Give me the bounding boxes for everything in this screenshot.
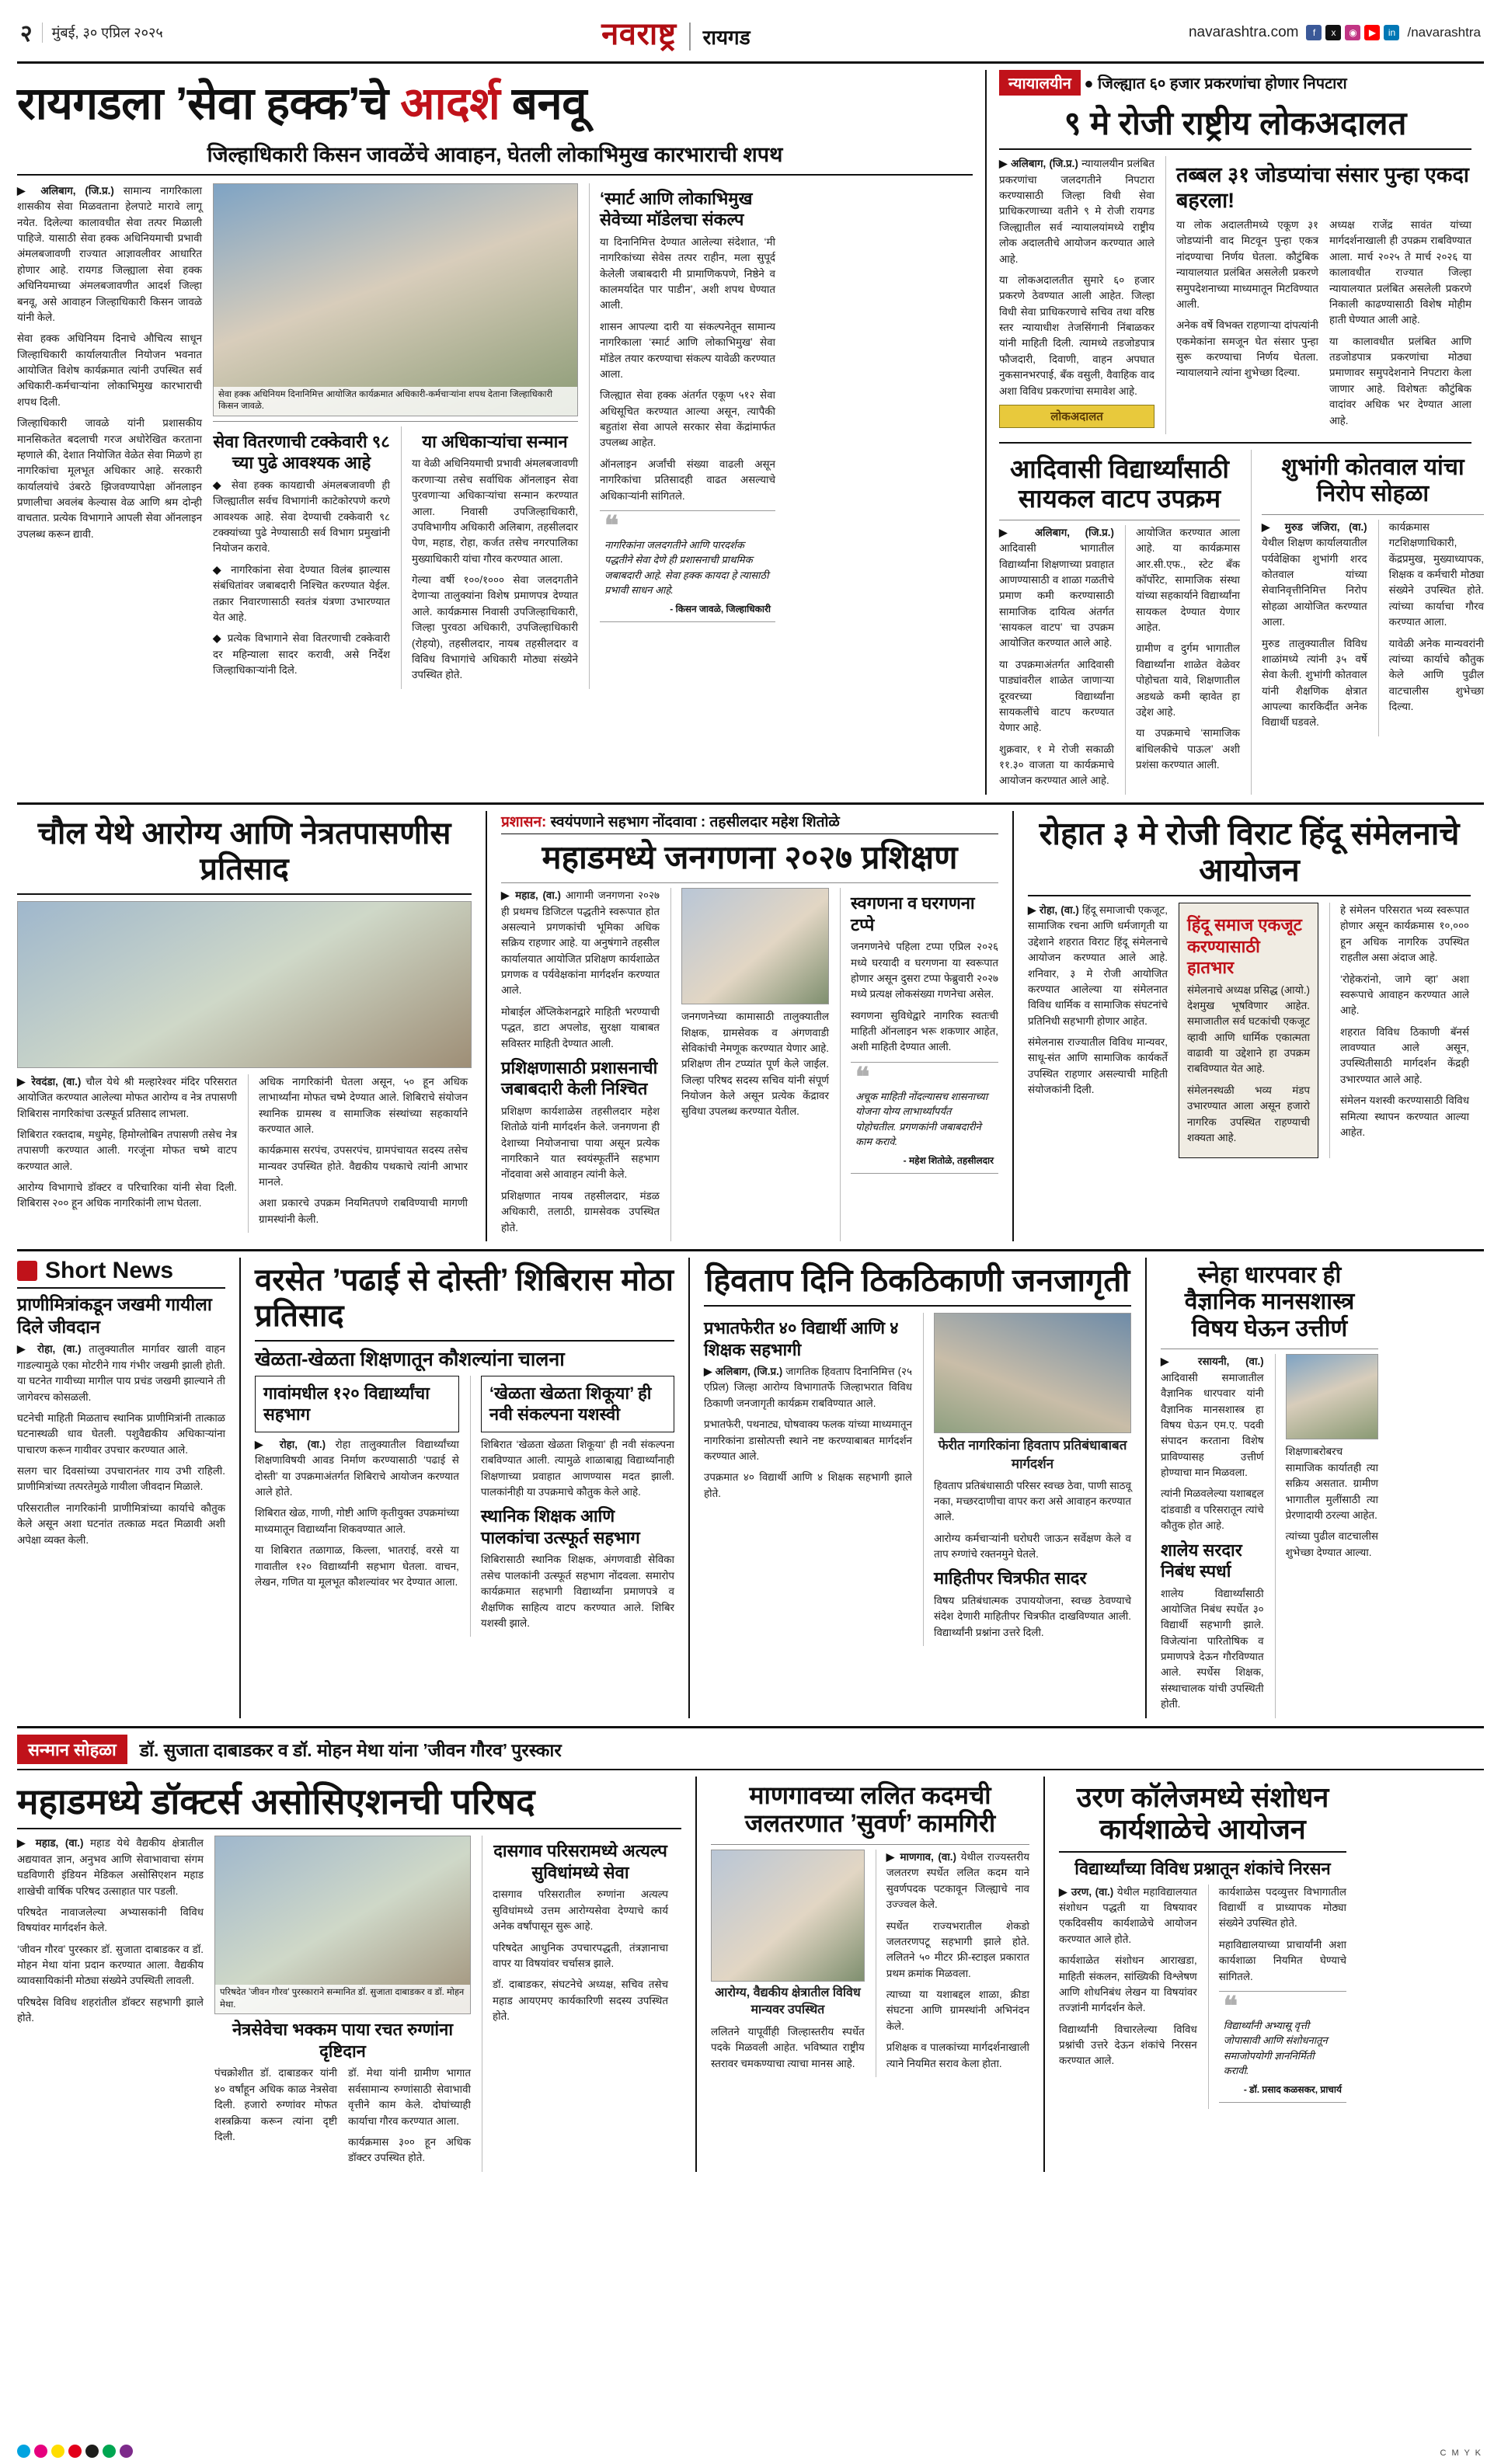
instagram-icon[interactable]: ◉ [1345,25,1360,40]
lead-para-1: ▶ अलिबाग, (जि.प्र.) सामान्य नागरिकाला शासकीय सेवा मिळवताना हेलपाटे मारावे लागू नयेत. दिलेल्या कालावधीत सेवा तत्पर मिळाली पाहिजे. यासाठी सेवा हक्क अधिनियमाची प्रभावी अंमलबजावणी राज्यात आज्ञावलीवर आधारित होणार आहे. रायगड जिल्ह्याला सेवा हक्क अधिनियमाच्या अंमलबजावणीत आदर्श जिल्हा बनवू, असे आवाहन जिल्हाधिकारी किसन जावळे यांनी केले. [17,184,202,323]
short-news-item-title: प्राणीमित्रांकडून जखमी गायीला दिले जीवदान [17,1293,212,1337]
census-p2: मोबाईल अ‍ॅप्लिकेशनद्वारे माहिती भरण्याची पद्धत, डाटा अपलोड, सुरक्षा याबाबत सविस्तर माहिती देण्यात आली. [501,1005,660,1049]
hindu-r3: शहरात विविध ठिकाणी बॅनर्स लावण्यात आले असून, उपस्थितीसाठी मार्गदर्शन केंद्रही उभारण्यात आले आहे. [1340,1025,1469,1085]
hindu-p1: ▶ रोहा, (वा.) हिंदू समाजाची एकजूट, सामाजिक रचना आणि धर्मजागृती या उद्देशाने शहरात विराट हिंदू संमेलनाचे आयोजन करण्यात आले आहे. शनिवार, ३ मे रोजी आयोजित करण्यात आलेल्या या संमेलनात विविध धार्मिक व सामाजिक संघटनांचे प्रतिनिधी सहभागी होणार आहेत. [1028,904,1168,1027]
brand-title: नवराष्ट्र [601,17,677,51]
lalit-col-2 [876,1850,1029,2077]
dharapwar-photo [1286,1354,1378,1439]
dharapwar-col-1 [1161,1354,1264,1717]
dosti-box-2 [481,1376,674,1432]
honor-photo-caption: परिषदेत ’जीवन गौरव’ पुरस्काराने सन्मानित डॉ. सुजाता दाबाडकर व डॉ. मोहन मेथा. [215,1985,470,2013]
lead-sub-mid-title: या अधिकाऱ्यांचा सन्मान [422,431,568,451]
quote-mark-icon: ❝ [604,510,619,541]
short-news-section [17,1258,225,1718]
lead-subhead: जिल्हाधिकारी किसन जावळेंचे आवाहन, घेतली लोकाभिमुख कारभाराची शपथ [17,134,973,176]
malaria-cols [704,1313,1131,1646]
lead-sub-mid-p2: गेल्या वर्षी १००/१००० सेवा जलदगतीने देणाऱ्या तालुक्यांना विशेष प्रमाणपत्र देण्यात आले. कार्यक्रमास निवासी उपजिल्हाधिकारी, जिल्हा पुरवठा अधिकारी, उपजिल्हाधिकारी (रोहयो), तहसीलदार, नायब तहसीलदार व विविध विभागांचे अधिकारी मोठ्या संख्येने उपस्थित होते. [412,574,578,681]
hindu-col-1 [1028,903,1168,1158]
lalit-p2: स्पर्धेत राज्यभरातील शेकडो जलतरणपटू सहभागी झाले होते. ललितने ५० मीटर फ्री-स्टाइल प्रकारात प्रथम क्रमांक मिळवला. [886,1919,1029,1979]
census-sub1-p2: प्रशिक्षणात नायब तहसीलदार, मंडळ अधिकारी, तलाठी, ग्रामसेवक उपस्थित होते. [501,1189,660,1234]
malaria-sub-title: माहितीपर चित्रफीत सादर [934,1568,1087,1589]
kotwal-p2: मुरुड तालुक्यातील विविध शाळांमध्ये त्यांनी ३५ वर्षे सेवा केली. शुभांगी कोतवाल यांनी शैक्षणिक क्षेत्रात आपल्या कारकिर्दीत अनेक विद्यार्थी घडवले. [1262,637,1367,729]
lalit-headline: माणगावच्या ललित कदमची जलतरणात ’सुवर्ण’ कामगिरी [744,1780,996,1838]
masthead-right [1189,24,1481,41]
lead-photo-caption: सेवा हक्क अधिनियम दिनानिमित्त आयोजित कार्यक्रमात अधिकारी-कर्मचाऱ्यांना शपथ देताना जिल्हाधिकारी किसन जावळे. [214,387,577,416]
dharapwar-headline: स्नेहा धारपवार ही वैज्ञानिक मानसशास्त्र विषय घेऊन उत्तीर्ण [1184,1262,1355,1342]
cycle-col-1 [999,525,1114,795]
chaul-p1: ▶ रेवदंडा, (वा.) चौल येथे श्री मल्हारेश्वर मंदिर परिसरात आयोजित करण्यात आलेल्या मोफत आरोग्य व नेत्र तपासणी शिबिरास नागरिकांचा उत्स्फूर्त प्रतिसाद लाभला. [17,1075,237,1119]
census-sub1-p1: प्रशिक्षण कार्यशाळेस तहसीलदार महेश शितोळे यांनी मार्गदर्शन केले. जनगणना ही देशाच्या नियोजनाचा पाया असून प्रत्येक नागरिकाने यात स्वयंस्फूर्तीने सहभाग नोंदवावा असे आवाहन त्यांनी केले. [501,1105,660,1181]
lead-sub-left [213,426,390,689]
honor-photo [214,1836,471,2014]
fourth-band [17,1777,1484,2172]
census-cols [501,888,998,1241]
census-kicker-rest: स्वयंपणाने सहभाग नोंदवावा : तहसीलदार महेश शितोळे [550,813,840,830]
masthead-left [20,16,163,48]
honor-p1: ▶ महाड, (वा.) महाड येथे वैद्यकीय क्षेत्रातील अद्ययावत ज्ञान, अनुभव आणि सेवाभावाचा संगम घडविणारी इंडियन मेडिकल असोसिएशन महाड शाखेची वार्षिक परिषद उत्साहात पार पडली. [17,1837,204,1897]
hindu-r4: संमेलन यशस्वी करण्यासाठी विविध समित्या स्थापन करण्यात आल्या आहेत. [1340,1095,1469,1138]
edition-name: रायगड [689,23,750,50]
chaul-story [17,811,472,1241]
lead-headline: रायगडला ’सेवा हक्क’चे आदर्श बनवू [17,78,587,129]
chaul-r1: अधिक नागरिकांनी घेतला असून, ५० हून अधिक लाभार्थ्यांना मोफत चष्मे देण्यात आले. शिबिराचे संयोजन स्थानिक ग्रामस्थ व सामाजिक संस्थांच्या सहकार्याने करण्यात आले. [259,1075,468,1135]
dosti-col-2 [470,1376,674,1637]
dharapwar-p3: शिक्षणाबरोबरच सामाजिक कार्यातही त्या सक्रिय असतात. ग्रामीण भागातील मुलींसाठी त्या प्रेरणादायी ठरल्या आहेत. [1285,1446,1378,1521]
linkedin-icon[interactable]: in [1384,25,1399,40]
census-col-3 [840,888,998,1241]
census-col-2 [670,888,829,1241]
kotwal-col-1 [1262,520,1367,736]
honor-photo-col [214,1836,471,2171]
uran-quote-text: विद्यार्थ्यांनी अभ्यासू वृत्ती जोपासावी आणि संशोधनातून समाजोपयोगी ज्ञाननिर्मिती करावी. [1223,2019,1328,2077]
dosti-box-1 [255,1376,459,1432]
lokadalat-badge: लोकअदालत [999,405,1154,428]
quote-mark-icon: ❝ [855,1062,870,1092]
lead-story [17,70,973,795]
uran-subhead: विद्यार्थ्यांच्या विविध प्रश्नातून शंकांचे निरसन [1074,1859,1331,1879]
chaul-photo [17,901,472,1068]
kotwal-col-2 [1378,520,1484,736]
census-p1: ▶ महाड, (वा.) आगामी जनगणना २०२७ ही प्रथमच डिजिटल पद्धतीने स्वरूपात होत असल्याने प्रगणकांची भूमिका अधिक सक्रिय राहणार आहे. या अनुषंगाने तहसील कार्यालयात आयोजित प्रशिक्षण कार्यशाळेत प्रगणक व पर्यवेक्षकांना मार्गदर्शन करण्यात आले. [501,889,660,997]
adalat-p1: ▶ अलिबाग, (जि.प्र.) न्यायालयीन प्रलंबित प्रकरणांचा जलदगतीने निपटारा करण्यासाठी जिल्हा विधी सेवा प्राधिकरणाच्या वतीने ९ मे रोजी रायगड जिल्ह्यातील सर्व न्यायालयांमध्ये राष्ट्रीय लोक अदालतीचे आयोजन करण्यात आले आहे. [999,158,1154,265]
honor-r2: दासगाव परिसरातील रुग्णांना अत्यल्प सुविधांमध्ये उत्तम आरोग्यसेवा देण्याचे कार्य अनेक वर्षांपासून सुरू आहे. [493,1888,668,1933]
chaul-r3: अशा प्रकारचे उपक्रम नियमितपणे राबविण्याची मागणी ग्रामस्थांनी केली. [259,1197,468,1225]
short-news-title: Short News [17,1258,225,1289]
lead-columns [17,183,973,689]
dharapwar-col-2 [1275,1354,1378,1717]
hindu-col-2 [1179,903,1318,1158]
youtube-icon[interactable]: ▶ [1364,25,1380,40]
adalat-r1: या लोक अदालतीमध्ये एकूण ३१ जोडप्यांनी वाद मिटवून पुन्हा एकत्र नांदण्याचा निर्णय घेतला. कौटुंबिक न्यायालयात प्रलंबित असलेली प्रकरणे समुपदेशनाच्या माध्यमातून मिटविण्यात आली. [1176,219,1318,310]
bullet-2: ◆ नागरिकांना सेवा देण्यात विलंब झाल्यास संबंधितांवर जबाबदारी निश्चित करण्यात येईल. तक्रार निवारणासाठी स्वतंत्र यंत्रणा उभारण्यात येत आहे. [213,563,390,623]
hindu-r1: हे संमेलन परिसरात भव्य स्वरूपात होणार असून कार्यक्रमास १०,००० हून अधिक नागरिक उपस्थित राहतील असा अंदाज आहे. [1340,904,1469,964]
short-news-p4: परिसरातील नागरिकांनी प्राणीमित्रांच्या कार्याचे कौतुक केले असून अशा घटनांत तत्काळ मदत मिळावी अशी अपेक्षा व्यक्त केली. [17,1502,225,1546]
second-band [17,811,1484,1241]
hindu-p2: संमेलनास राज्यातील विविध मान्यवर, साधू-संत आणि सामाजिक कार्यकर्ते उपस्थित राहणार असल्याची माहिती संयोजकांनी दिली. [1028,1036,1168,1096]
hindu-story [1012,811,1471,1241]
census-sub1-title: प्रशिक्षणासाठी प्रशासनाची जबाबदारी केली निश्चित [501,1057,658,1099]
lalit-p5: ललितने यापूर्वीही जिल्हास्तरीय स्पर्धेत पदके मिळवली आहेत. भविष्यात राष्ट्रीय स्तरावर चमकण्याचा त्याचा मानस आहे. [711,2025,865,2069]
adalat-c2-1: अध्यक्ष राजेंद्र सावंत यांच्या मार्गदर्शनाखाली ही उपक्रम राबविण्यात आला. मार्च २०२५ ते मार्च २०२६ या कालावधीत राज्यात जिल्हा न्यायालयात प्रलंबित असलेली प्रकरणे निकाली काढण्यासाठी विशेष मोहीम हाती घेण्यात आली आहे. [1329,219,1471,326]
honor-sub-cols [214,2066,471,2171]
lead-sub-mid-p1: या वेळी अधिनियमाची प्रभावी अंमलबजावणी करणाऱ्या तसेच सर्वाधिक ऑनलाइन सेवा पुरवणाऱ्या अधिकाऱ्यांचा सन्मान करण्यात आला. निवासी उपजिल्हाधिकारी, उपविभागीय अधिकारी अलिबाग, तहसीलदार पेण, महाड, रोहा, कर्जत तसेच नगरपालिका मुख्याधिकारी यांचा गौरव करण्यात आला. [412,458,578,565]
dosti-p2: शिबिरात खेळ, गाणी, गोष्टी आणि कृतीयुक्त उपक्रमांच्या माध्यमातून विद्यार्थ्यांना शिकवण्यात आले. [255,1507,459,1535]
uran-col-2 [1208,1885,1346,2109]
uran-p1: ▶ उरण, (वा.) येथील महाविद्यालयात संशोधन पद्धती या विषयावर एकदिवसीय कार्यशाळेचे आयोजन करण्यात आले होते. [1059,1885,1197,1945]
lead-para-2: सेवा हक्क अधिनियम दिनाचे औचित्य साधून जिल्हाधिकारी कार्यालयातील नियोजन भवनात आयोजित विशेष कार्यक्रमात त्यांनी उपस्थित सर्व अधिकारी-कर्मचाऱ्यांना लोकाभिमुख कारभाराची शपथ दिली. [17,332,202,408]
lead-sub-left-title: सेवा वितरणाची टक्केवारी ९८ च्या पुढे आवश्यक आहे [213,431,390,473]
social-handle: /navarashtra [1407,24,1481,40]
census-quote-text: अचूक माहिती नोंदल्यासच शासनाच्या योजना योग्य लाभार्थ्यांपर्यंत पोहोचतील. प्रगणकांनी जबाबदारीने काम करावे. [855,1090,988,1148]
registration-dots [17,2445,133,2458]
page-number: २ [20,21,33,47]
uran-cols [1059,1885,1346,2109]
census-photo [681,888,829,1004]
website-url[interactable]: navarashtra.com [1188,23,1299,40]
lalit-photo [711,1850,865,1982]
cycle-r3: या उपक्रमाचे ‘सामाजिक बांधिलकीचे पाऊल’ अशी प्रशंसा करण्यात आली. [1136,727,1240,771]
malaria-r1: हिवताप प्रतिबंधासाठी परिसर स्वच्छ ठेवा, पाणी साठवू नका, मच्छरदाणीचा वापर करा असे आवाहन करण्यात आले. [934,1479,1131,1523]
adalat-c2-2: या कालावधीत प्रलंबित आणि तडजोडपात्र प्रकरणांचा मोठ्या प्रमाणावर समुपदेशनाने निपटारा केला जाणार आहे. विशेषतः कौटुंबिक वादांवर अधिक भर देण्यात आला आहे. [1329,335,1471,426]
short-news-p2: घटनेची माहिती मिळताच स्थानिक प्राणीमित्रांनी तात्काळ घटनास्थळी धाव घेतली. पशुवैद्यकीय अधिकाऱ्यांना पाचारण करून गायीवर उपचार करण्यात आले. [17,1411,225,1456]
malaria-story [688,1258,1131,1718]
social-icons [1306,25,1399,40]
bullet-1: ◆ सेवा हक्क कायद्याची अंमलबजावणी ही जिल्ह्यातील सर्वच विभागांनी काटेकोरपणे करणे आवश्यक आहे. सेवा देण्याची टक्केवारी ९८ टक्क्यांच्या पुढे नेण्यासाठी सर्व विभाग प्रमुखांनी नियोजन करावे. [213,479,390,555]
dosti-box2-title: ‘खेळता खेळता शिकूया’ ही नवी संकल्पना यशस्वी [489,1383,652,1425]
honor-bar-text: डॉ. सुजाता दाबाडकर व डॉ. मोहन मेथा यांना ’जीवन गौरव’ पुरस्कार [139,1739,562,1760]
uran-headline: उरण कॉलेजमध्ये संशोधन कार्यशाळेचे आयोजन [1076,1780,1329,1845]
chaul-headline: चौल येथे आरोग्य आणि नेत्रतपासणीस प्रतिसाद [37,816,451,886]
honor-p3: ‘जीवन गौरव’ पुरस्कार डॉ. सुजाता दाबाडकर व डॉ. मोहन मेथा यांना प्रदान करण्यात आला. वैद्यकीय व्यावसायिकांनी मोठ्या संख्येने उपस्थिती लावली. [17,1943,204,1987]
census-quote-author: - महेश शितोळे, तहसीलदार [903,1154,994,1166]
dosti-subhead: खेळता-खेळता शिक्षणातून कौशल्यांना चालना [255,1348,565,1370]
top-block [17,70,1484,795]
chaul-cols [17,1074,472,1233]
lead-para-3: जिल्हाधिकारी जावळे यांनी प्रशासकीय मानसिकतेत बदलाची गरज अधोरेखित करताना म्हणाले की, देशात नियोजित वेळेत सेवा मिळणे हा नागरिकांचा मूलभूत अधिकार आहे. सरकारी कार्यालयांचे उंबरठे झिजवण्यापेक्षा ऑनलाइन प्रणालीचा अवलंब केल्यास वेळ आणि श्रम दोन्ही वाचतात. प्रत्येक विभागाने आपली सेवा ऑनलाइन उपलब्ध करून द्यावी. [17,417,202,540]
adalat-sub-col-1 [1176,218,1318,434]
lalit-p1: ▶ माणगाव, (वा.) येथील राज्यस्तरीय जलतरण स्पर्धेत ललित कदम याने सुवर्णपदक पटकावून जिल्ह्याचे नाव उज्ज्वल केले. [886,1851,1029,1911]
kotwal-p4: यावेळी अनेक मान्यवरांनी त्यांच्या कार्याचे कौतुक केले आणि पुढील वाटचालीस शुभेच्छा दिल्या. [1388,637,1484,713]
malaria-sub-p: विषय प्रतिबंधात्मक उपाययोजना, स्वच्छ ठेवण्याचे संदेश देणारी माहितीपर चित्रफीत दाखविण्यात आली. विद्यार्थ्यांनी प्रश्नांना उत्तरे दिली. [934,1594,1131,1638]
chaul-p2: शिबिरात रक्तदाब, मधुमेह, हिमोग्लोबिन तपासणी तसेच नेत्र तपासणी करण्यात आली. गरजूंना मोफत चष्मे वाटप करण्यात आले. [17,1128,237,1172]
rail-two-stories [999,450,1484,795]
uran-col-1 [1059,1885,1197,2109]
lead-sub-right-p3: जिल्ह्यात सेवा हक्क अंतर्गत एकूण ५१२ सेवा अधिसूचित करण्यात आल्या असून, त्यापैकी बहुतांश सेवा आपले सरकार सेवा केंद्रांमार्फत उपलब्ध आहेत. [600,389,775,449]
uran-story [1043,1777,1346,2172]
honor-headline: महाडमध्ये डॉक्टर्स असोसिएशनची परिषद [17,1780,535,1822]
census-mid-col: जनगणनेच्या कामासाठी तालुक्यातील शिक्षक, ग्रामसेवक व अंगणवाडी सेविकांची नेमणूक करण्यात येणार आहे. प्रशिक्षण तीन टप्प्यांत पूर्ण केले जाईल. जिल्हा परिषद सदस्य सचिव यांनी संपूर्ण नियोजन केले असून प्रत्येक केंद्रावर सुविधा उपलब्ध करण्यात येतील. [681,1011,829,1118]
lead-sub-right-p4: ऑनलाइन अर्जांची संख्या वाढली असून नागरिकांचा प्रतिसादही वाढत असल्याचे अधिकाऱ्यांनी सांगितले. [600,458,775,502]
lead-sub-mid [401,426,578,689]
malaria-p1: ▶ अलिबाग, (जि.प्र.) जागतिक हिवताप दिनानिमित्त (२५ एप्रिल) जिल्हा आरोग्य विभागातर्फे जिल्हाभरात विविध ठिकाणी जनजागृती कार्यक्रम राबविण्यात आले. [704,1366,912,1409]
cycle-p2: या उपक्रमाअंतर्गत आदिवासी पाड्यांवरील शाळेत जाणाऱ्या दूरवरच्या विद्यार्थ्यांना सायकलींचे वाटप करण्यात येणार आहे. [999,658,1114,734]
cycle-headline: आदिवासी विद्यार्थ्यांसाठी सायकल वाटप उपक्रम [1010,454,1229,513]
lead-subsections [213,426,578,689]
adalat-sub-col-2 [1329,218,1471,434]
dosti-cols [255,1376,674,1637]
honor-sub-title: नेत्रसेवेचा भक्कम पाया रचत रुग्णांना दृष्टिदान [232,2020,454,2061]
quote-mark-icon: ❝ [1223,1991,1238,2021]
census-quote [851,1062,998,1174]
lead-quote-author: - किसन जावळे, जिल्हाधिकारी [670,603,771,614]
bullet-3: ◆ प्रत्येक विभागाने सेवा वितरणाची टक्केवारी दर महिन्याला सादर करावी, असे निर्देश जिल्हाधिकाऱ्यांनी दिले. [213,632,390,677]
malaria-col-1 [704,1313,912,1646]
dosti-box2-p: शिबिरात ‘खेळता खेळता शिकूया’ ही नवी संकल्पना राबविण्यात आली. त्यामुळे शाळाबाह्य विद्यार्थ्यांनाही शिक्षणाच्या प्रवाहात आणण्यास मदत झाली. पालकांनीही या उपक्रमाचे कौतुक केले आहे. [480,1438,674,1498]
chaul-col-1 [17,1074,237,1233]
malaria-subhead: प्रभातफेरीत ४० विद्यार्थी आणि ४ शिक्षक सहभागी [704,1318,899,1359]
kotwal-story [1251,450,1484,795]
malaria-p3: उपक्रमात ४० विद्यार्थी आणि ४ शिक्षक सहभागी झाले होते. [704,1471,912,1499]
uran-quote [1219,1991,1346,2103]
honor-sub-p3: कार्यक्रमास ३०० हून अधिक डॉक्टर उपस्थित होते. [348,2135,471,2164]
adalat-kicker-tag: न्यायालयीन [999,70,1081,96]
dharapwar-story [1145,1258,1378,1718]
census-sub2-title: स्वगणना व घरगणना टप्पे [850,893,975,934]
honor-col-3 [482,1836,668,2171]
third-band [17,1258,1484,1718]
honor-p4: परिषदेस विविध शहरांतील डॉक्टर सहभागी झाले होते. [17,1996,204,2024]
honor-cols [17,1836,681,2171]
adalat-sub-cols [1176,218,1471,434]
short-news-p1: ▶ रोहा, (वा.) तालुक्यातील मार्गावर खाली वाहन गाडल्यामुळे एका मोटरीने गाय गंभीर जखमी झाली होती. या घटनेत गायीच्या मागील पाय प्रचंड जखमी झाल्याने ती जागेवरच कोसळली. [17,1343,225,1403]
census-story [486,811,998,1241]
lalit-story [695,1777,1029,2172]
uran-p5: महाविद्यालयाच्या प्राचार्यांनी अशा कार्यशाळा नियमित घेण्याचे सांगितले. [1218,1938,1346,1982]
adalat-subhead: तब्बल ३१ जोडप्यांचा संसार पुन्हा एकदा बहरला! [1176,163,1469,212]
chaul-r2: कार्यक्रमास सरपंच, उपसरपंच, ग्रामपंचायत सदस्य तसेच मान्यवर उपस्थित होते. वैद्यकीय पथकाचे त्यांनी आभार मानले. [259,1144,468,1188]
hindu-r2: ‘रोहेकरांनो, जागे व्हा’ अशा स्वरूपाचे आवाहन करण्यात आले आहे. [1340,973,1469,1017]
short-news-icon [17,1261,37,1281]
dosti-box1-title: गावांमधील १२० विद्यार्थ्यांचा सहभाग [263,1383,430,1425]
dosti-col-1 [255,1376,459,1637]
honor-sub-p2: डॉ. मेथा यांनी ग्रामीण भागात सर्वसामान्य रुग्णांसाठी सेवाभावी वृत्तीने काम केले. दोघांच्याही कार्याचा गौरव करण्यात आला. [348,2067,471,2127]
honor-col-1 [17,1836,204,2171]
adalat-col-1 [999,156,1154,434]
lalit-photo-caption: आरोग्य, वैद्यकीय क्षेत्रातील विविध मान्यवर उपस्थित [714,1986,861,2017]
honor-sub-p1: पंचक्रोशीत डॉ. दाबाडकर यांनी ४० वर्षांहून अधिक काळ नेत्रसेवा दिली. हजारो रुग्णांवर मोफत शस्त्रक्रिया करून त्यांना दृष्टी दिली. [214,2067,337,2142]
dharapwar-p2: त्यांनी मिळवलेल्या यशाबद्दल दांडवाडी व परिसरातून त्यांचे कौतुक होत आहे. [1161,1488,1264,1532]
hindu-box-p2: संमेलनस्थळी भव्य मंडप उभारण्यात आला असून हजारो नागरिक उपस्थित राहण्याची शक्यता आहे. [1187,1084,1310,1143]
census-sub2-p1: जनगणनेचे पहिला टप्पा एप्रिल २०२६ मध्ये घरयादी व घरगणना या स्वरूपात होणार असून दुसरा टप्पा फेब्रुवारी २०२७ मध्ये प्रत्यक्ष लोकसंख्या गणनेचा असेल. [850,941,999,1001]
lead-col-4 [589,183,775,689]
lead-photo-block [213,183,578,689]
hindu-box-p1: संमेलनाचे अध्यक्ष प्रसिद्ध (आयो.) देशमुख भूषविणार आहेत. समाजातील सर्व घटकांची एकजूट व्हावी आणि धार्मिक एकात्मता वाढावी या उद्देशाने हा उपक्रम राबविण्यात येत आहे. [1187,983,1310,1075]
kotwal-p3: कार्यक्रमास गटशिक्षणाधिकारी, केंद्रप्रमुख, मुख्याध्यापक, शिक्षक व कर्मचारी मोठ्या संख्येने उपस्थित होते. त्यांच्या कार्याचा गौरव करण्यात आला. [1388,520,1484,628]
honor-p2: परिषदेत नावाजलेल्या अभ्यासकांनी विविध विषयांवर मार्गदर्शन केले. [17,1905,204,1934]
dharapwar-p1: ▶ रसायनी, (वा.) आदिवासी समाजातील वैज्ञानिक धारपवार यांनी वैज्ञानिक मानसशास्त्र हा विषय घेऊन एम.ए. पदवी संपादन करताना विशेष प्राविण्यासह उत्तीर्ण होण्याचा मान मिळवला. [1161,1356,1264,1478]
dharapwar-sub-title: शालेय सरदार निबंध स्पर्धा [1161,1540,1242,1581]
hindu-cols [1028,903,1471,1158]
honor-sub-col-1 [214,2066,337,2171]
cycle-r1: आयोजित करण्यात आला आहे. या कार्यक्रमास आर.सी.एफ., स्टेट बँक कॉर्पोरेट, सामाजिक संस्था यांच्या सहकार्याने विद्यार्थ्यांना सायकल देण्यात येणार आहेत. [1136,526,1240,634]
malaria-p2: प्रभातफेरी, पथनाट्य, घोषवाक्य फलक यांच्या माध्यमातून नागरिकांना डासोत्पत्ती स्थाने नष्ट करण्याबाबत मार्गदर्शन करण्यात आले. [704,1418,912,1462]
uran-p4: कार्यशाळेस पदव्युत्तर विभागातील विद्यार्थी व प्राध्यापक मोठ्या संख्येने उपस्थित होते. [1218,1885,1346,1930]
lead-sub-right-title: ‘स्मार्ट आणि लोकाभिमुख सेवेच्या मॉडेलचा संकल्प [600,188,753,230]
lalit-col-1 [711,1850,865,2077]
adalat-cols [999,156,1471,434]
adalat-r2: अनेक वर्षे विभक्त राहणाऱ्या दांपत्यांनी एकमेकांना समजून घेत संसार पुन्हा सुरू करण्याचा निर्णय घेतला. न्यायालयाने त्यांना शुभेच्छा दिल्या. [1176,319,1318,379]
lead-col-1 [17,183,202,689]
chaul-p3: आरोग्य विभागाचे डॉक्टर व परिचारिका यांनी सेवा दिली. शिबिरास २०० हून अधिक नागरिकांनी लाभ घेतला. [17,1182,237,1209]
census-kicker-tag: प्रशासन: [501,813,547,830]
honor-r4: डॉ. दाबाडकर, संघटनेचे अध्यक्ष, सचिव तसेच महाड आयएमए कार्यकारिणी सदस्य उपस्थित होते. [493,1979,668,2023]
dharapwar-cols [1161,1354,1378,1717]
honor-r3: परिषदेत आधुनिक उपचारपद्धती, तंत्रज्ञानाचा वापर या विषयांवर चर्चासत्र झाले. [493,1941,668,1969]
kotwal-p1: ▶ मुरुड जंजिरा, (वा.) येथील शिक्षण कार्यालयातील पर्यवेक्षिका शुभांगी शरद कोतवाल यांच्या सेवानिवृत्तीनिमित्त निरोप सोहळा आयोजित करण्यात आला. [1262,520,1367,628]
census-headline: महाडमध्ये जनगणना २०२७ प्रशिक्षण [542,838,958,875]
honor-bar-label: सन्मान सोहळा [17,1735,127,1764]
cycle-col-2 [1125,525,1240,795]
dharapwar-p4: त्यांच्या पुढील वाटचालीस शुभेच्छा देण्यात आल्या. [1285,1530,1378,1558]
hindu-headline: रोहात ३ मे रोजी विराट हिंदू संमेलनाचे आयोजन [1039,815,1460,888]
cmyk-label: C M Y K [1440,2448,1482,2458]
uran-p2: कार्यशाळेत संशोधन आराखडा, माहिती संकलन, सांख्यिकी विश्लेषण आणि शोधनिबंध लेखन या विषयांवर तज्ज्ञांनी मार्गदर्शन केले. [1059,1954,1197,2014]
adalat-headline: ९ मे रोजी राष्ट्रीय लोकअदालत [1064,105,1407,141]
cycle-p3: शुक्रवार, १ मे रोजी सकाळी ११.३० वाजता या कार्यक्रमाचे आयोजन करण्यात आले आहे. [999,743,1114,787]
lead-quote [600,510,775,622]
facebook-icon[interactable]: f [1306,25,1322,40]
honor-story [17,1777,681,2172]
honor-sub-col-2 [348,2066,471,2171]
census-kicker [501,811,998,834]
cycle-cols [999,525,1240,795]
malaria-photo [934,1313,1131,1433]
short-news-p3: सलग चार दिवसांच्या उपचारानंतर गाय उभी राहिली. प्राणीमित्रांच्या तत्परतेमुळे गायीला जीवदान मिळाले. [17,1465,225,1493]
hindu-box [1179,903,1318,1158]
hindu-col-3 [1329,903,1469,1158]
place-date: मुंबई, ३० एप्रिल २०२५ [51,24,163,40]
twitter-icon[interactable]: x [1325,25,1341,40]
dosti-story [239,1258,674,1718]
cycle-p1: ▶ अलिबाग, (जि.प्र.) आदिवासी भागातील विद्यार्थ्यांना शिक्षणाच्या प्रवाहात आणण्यासाठी व शाळा गळतीचे प्रमाण कमी करण्यासाठी सामाजिक दायित्व अंतर्गत ‘सायकल वाटप’ चा उपक्रम आयोजित करण्यात आले आहे. [999,526,1114,649]
kotwal-cols [1262,520,1484,736]
adalat-kicker: न्यायालयीन ● जिल्ह्यात ६० हजार प्रकरणांचा होणार निपटारा [999,70,1471,100]
uran-quote-author: - डॉ. प्रसाद कळसकर, प्राचार्य [1243,2083,1342,2095]
lead-sub-right-p1: या दिनानिमित्त देण्यात आलेल्या संदेशात, ‘मी नागरिकांच्या सेवेस तत्पर राहीन, मला सुपूर्द केलेली जबाबदारी मी प्रामाणिकपणे, निष्ठेने व कालमर्यादेत पार पाडीन’, अशी शपथ घेण्यात आली. [600,235,775,311]
dosti-headline: वरसेत ’पढाई से दोस्ती’ शिबिरास मोठा प्रतिसाद [255,1262,674,1333]
malaria-headline: हिवताप दिनि ठिकठिकाणी जनजागृती [705,1262,1130,1298]
malaria-r2: आरोग्य कर्मचाऱ्यांनी घरोघरी जाऊन सर्वेक्षण केले व ताप रुग्णांचे रक्तनमुने घेतले. [934,1532,1131,1561]
dosti-box3-title: स्थानिक शिक्षक आणि पालकांचा उत्स्फूर्त सहभाग [480,1506,640,1547]
adalat-col-2 [1165,156,1471,434]
honor-r1: दासगाव परिसरामध्ये अत्यल्प सुविधांमध्ये सेवा [493,1841,667,1882]
chaul-col-2 [248,1074,468,1233]
lead-sub-right-p2: शासन आपल्या दारी या संकल्पनेतून सामान्य नागरिकाला ‘स्मार्ट आणि लोकाभिमुख’ सेवा मॉडेल तयार करण्याचा संकल्प यावेळी करण्यात आला. [600,320,775,380]
hindu-box-title: हिंदू समाज एकजूट करण्यासाठी हातभार [1187,915,1302,978]
masthead [17,0,1484,64]
malaria-col-2 [923,1313,1131,1646]
uran-p3: विद्यार्थ्यांनी विचारलेल्या विविध प्रश्नांची उत्तरे देऊन शंकांचे निरसन करण्यात आले. [1059,2023,1197,2067]
adalat-story [999,70,1471,434]
lead-quote-text: नागरिकांना जलदगतीने आणि पारदर्शक पद्धतीने सेवा देणे ही प्रशासनाची प्राथमिक जबाबदारी आहे. सेवा हक्क कायदा हे त्यासाठी प्रभावी साधन आहे. [604,538,769,597]
right-rail-top [985,70,1484,795]
dosti-p3: या शिबिरात तळागाळ, किल्ला, भातराई, वरसे या गावातील १२० विद्यार्थ्यांनी सहभाग घेतला. वाचन, लेखन, गणित या मूलभूत कौशल्यांवर भर देण्यात आला. [255,1544,459,1588]
cycle-story [999,450,1240,795]
divider [42,23,43,43]
lead-photo [213,183,578,416]
kotwal-headline: शुभांगी कोतवाल यांचा निरोप सोहळा [1281,454,1464,507]
adalat-p2: या लोकअदालतीत सुमारे ६० हजार प्रकरणे ठेवण्यात आली आहेत. जिल्हा विधी सेवा प्राधिकरणाचे सचिव तथा वरिष्ठ स्तर न्यायाधीश तेजसिंगानी निंबाळकर यांनी माहिती दिली. त्यामध्ये तडजोडपात्र फौजदारी, दिवाणी, वाहन अपघात नुकसानभरपाई, बँक वसुली, वैवाहिक वाद अशा विविध प्रकरणांचा समावेश आहे. [999,273,1154,397]
census-sub2-p2: स्वगणना सुविधेद्वारे नागरिक स्वतःची माहिती ऑनलाइन भरू शकणार आहेत, अशी माहिती देण्यात आली. [850,1009,999,1053]
masthead-center [601,11,750,54]
adalat-kicker-text: जिल्ह्यात ६० हजार प्रकरणांचा होणार निपटारा [1098,75,1347,92]
lalit-p3: त्याच्या या यशाबद्दल शाळा, क्रीडा संघटना आणि ग्रामस्थांनी अभिनंदन केले. [886,1989,1029,2032]
dharapwar-sub-p: शालेय विद्यार्थ्यांसाठी आयोजित निबंध स्पर्धेत ३० विद्यार्थी सहभागी झाले. विजेत्यांना पारितोषिक व प्रमाणपत्रे देऊन गौरविण्यात आले. स्पर्धेस शिक्षक, संस्थाचालक यांची उपस्थिती होती. [1161,1587,1264,1711]
dosti-box3-p: शिबिरासाठी स्थानिक शिक्षक, अंगणवाडी सेविका तसेच पालकांनी उत्स्फूर्त सहभाग नोंदवला. समारोप कार्यक्रमात सहभागी विद्यार्थ्यांना प्रमाणपत्रे व शैक्षणिक साहित्य वाटप करण्यात आले. शिबिर यशस्वी झाले. [480,1554,674,1629]
census-col-1 [501,888,660,1241]
dosti-p1: ▶ रोहा, (वा.) रोहा तालुक्यातील विद्यार्थ्यांच्या शिक्षणाविषयी आवड निर्माण करण्यासाठी ‘पढाई से दोस्ती’ या उपक्रमाअंतर्गत शिबिराचे आयोजन करण्यात आले होते. [255,1438,459,1498]
lalit-p4: प्रशिक्षक व पालकांच्या मार्गदर्शनाखाली त्याने नियमित सराव केला होता. [886,2041,1029,2069]
malaria-photo-caption: फेरीत नागरिकांना हिवताप प्रतिबंधाबाबत मार्गदर्शन [938,1438,1127,1471]
lalit-cols [711,1850,1029,2077]
honor-bar [17,1735,1484,1770]
cycle-r2: ग्रामीण व दुर्गम भागातील विद्यार्थ्यांना शाळेत वेळेवर पोहोचता यावे, शिक्षणातील अडथळे कमी व्हावेत हा उद्देश आहे. [1136,642,1240,718]
